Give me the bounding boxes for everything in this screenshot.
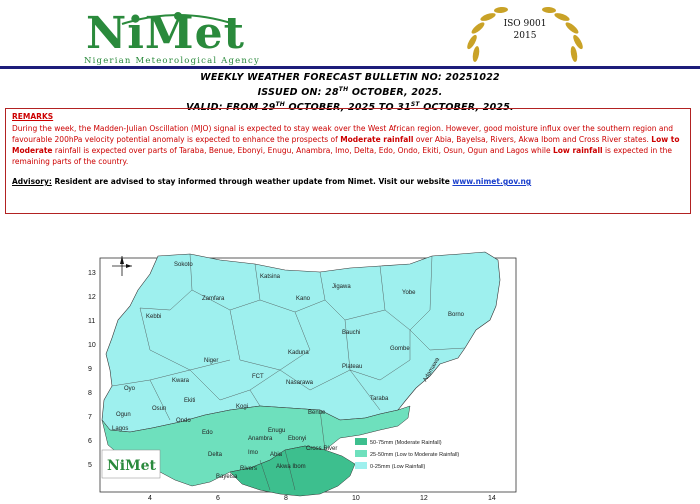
map-watermark [102, 450, 160, 478]
iso-line1: ISO 9001 [503, 19, 547, 29]
state-label-kogi: Kogi [236, 404, 249, 410]
x-tick-label: 4 [148, 495, 152, 500]
y-tick-label: 11 [88, 318, 96, 325]
state-label-edo: Edo [202, 430, 213, 436]
state-label-gombe: Gombe [390, 346, 410, 352]
state-label-fct: FCT [252, 374, 264, 380]
advisory-label: Advisory: [12, 177, 52, 186]
state-label-rivers: Rivers [240, 466, 258, 472]
nimet-logo [78, 8, 261, 66]
state-label-oyo: Oyo [124, 386, 136, 392]
legend-swatch-low [355, 462, 367, 469]
state-label-bauchi: Bauchi [342, 330, 361, 336]
y-tick-label: 10 [88, 342, 96, 349]
forecast-map-svg [80, 250, 520, 500]
y-tick-label: 8 [88, 390, 92, 397]
state-label-ekiti: Ekiti [184, 398, 196, 404]
y-tick-label: 7 [88, 414, 92, 421]
state-label-yobe: Yobe [402, 290, 416, 296]
x-tick-label: 12 [420, 495, 428, 500]
state-label-nasarawa: Nasarawa [286, 380, 314, 386]
header [0, 0, 700, 68]
state-label-jigawa: Jigawa [332, 284, 351, 290]
legend-swatch-moderate [355, 438, 367, 445]
state-label-niger: Niger [204, 358, 219, 364]
x-tick-label: 14 [488, 495, 496, 500]
state-label-adamawa: Adamawa [422, 356, 442, 383]
iso-badge [458, 2, 592, 66]
valid-period: VALID: FROM 29TH OCTOBER, 2025 TO 31ST OCTOBER, 2025. [186, 101, 514, 114]
state-label-abia: Abia [270, 452, 283, 458]
state-label-ogun: Ogun [116, 412, 131, 418]
remarks-text: During the week, the Madden-Julian Oscillation (MJO) signal is expected to stay weak over the West African region. However, good moisture influx over the southern region and favourable 200hPa velocity potential anomaly is expected to enhance the prospects of Moderate rainfall over Abia, Bayelsa, Rivers, Akwa Ibom and Cross River states. Low to Moderate rainfall is expected over parts of Taraba, Benue, Ebonyi, Enugu, Anambra, Imo, Delta, Edo, Ondo, Ekiti, Osun, Ogun and Lagos while Low rainfall is expected in the remaining parts of the country. [12, 124, 680, 166]
forecast-map [80, 250, 520, 500]
state-label-akwa-ibom: Akwa Ibom [276, 464, 306, 470]
legend-label-low-moderate: 25-50mm (Low to Moderate Rainfall) [370, 452, 460, 458]
state-label-taraba: Taraba [370, 396, 389, 402]
x-tick-label: 8 [284, 495, 288, 500]
state-label-kaduna: Kaduna [288, 350, 309, 356]
state-label-kano: Kano [296, 296, 311, 302]
state-label-benue: Benue [308, 410, 326, 416]
state-label-katsina: Katsina [260, 274, 281, 280]
y-tick-label: 5 [88, 462, 92, 469]
svg-text:NiMet: NiMet [107, 458, 156, 474]
advisory: Advisory: Resident are advised to stay informed through weather update from Nimet. Visit our website www.nimet.gov.ng [12, 177, 532, 186]
state-label-enugu: Enugu [268, 428, 286, 434]
legend-swatch-low-moderate [355, 450, 367, 457]
y-tick-label: 13 [88, 270, 96, 277]
x-tick-label: 10 [352, 495, 360, 500]
state-label-zamfara: Zamfara [202, 296, 225, 302]
state-label-lagos: Lagos [112, 426, 129, 432]
y-tick-label: 9 [88, 366, 92, 373]
state-label-delta: Delta [208, 452, 223, 458]
remarks-heading: REMARKS [12, 112, 54, 121]
bulletin-number: WEEKLY WEATHER FORECAST BULLETIN NO: 20251022 [200, 72, 500, 83]
x-tick-label: 6 [216, 495, 220, 500]
header-rule [0, 66, 700, 69]
state-label-ondo: Ondo [176, 418, 191, 424]
state-label-bayelsa: Bayelsa [216, 474, 238, 480]
state-label-imo: Imo [248, 450, 259, 456]
website-link[interactable]: www.nimet.gov.ng [452, 177, 532, 186]
state-label-ebonyi: Ebonyi [288, 436, 307, 442]
state-label-kwara: Kwara [172, 378, 190, 384]
y-tick-label: 12 [88, 294, 96, 301]
state-label-sokoto: Sokoto [174, 262, 193, 268]
iso-line2: 2015 [513, 31, 537, 41]
issued-date: ISSUED ON: 28TH OCTOBER, 2025. [257, 86, 443, 99]
state-label-kebbi: Kebbi [146, 314, 162, 320]
legend-label-moderate: 50-75mm (Moderate Rainfall) [370, 440, 442, 446]
legend-label-low: 0-25mm (Low Rainfall) [370, 464, 426, 470]
y-tick-label: 6 [88, 438, 92, 445]
logo-subtitle: Nigerian Meteorological Agency [84, 56, 261, 66]
remarks-box [5, 108, 691, 214]
state-label-cross-river: Cross River [306, 446, 338, 452]
logo-text: NiMet [86, 8, 245, 59]
state-label-osun: Osun [152, 406, 167, 412]
state-label-plateau: Plateau [342, 364, 363, 370]
state-label-anambra: Anambra [248, 436, 273, 442]
state-label-borno: Borno [448, 312, 465, 318]
